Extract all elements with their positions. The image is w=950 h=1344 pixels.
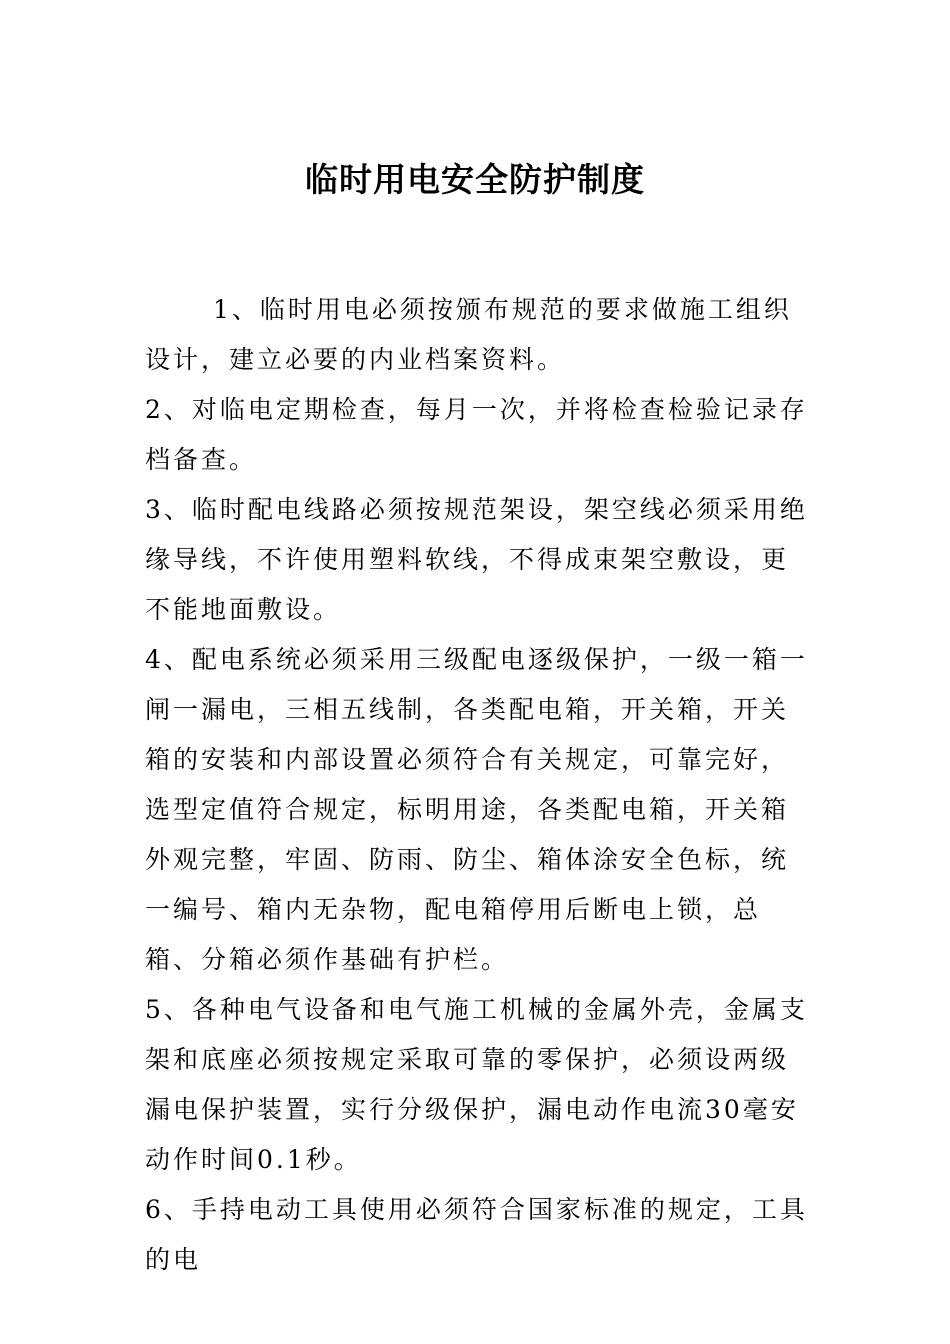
paragraph-5: 5、各种电气设备和电气施工机械的金属外壳，金属支架和底座必须按规定采取可靠的零保护，必须设两级漏电保护装置，实行分级保护，漏电动作电流30毫安动作时间0.1秒。 [145,995,808,1174]
paragraph-1: 1、临时用电必须按颁布规范的要求做施工组织设计，建立必要的内业档案资料。 [145,295,792,374]
paragraph-2: 2、对临电定期检查，每月一次，并将检查检验记录存档备查。 [145,395,808,474]
document-body [145,285,810,1285]
paragraph-4: 4、配电系统必须采用三级配电逐级保护，一级一箱一闸一漏电，三相五线制，各类配电箱，开关箱，开关箱的安装和内部设置必须符合有关规定，可靠完好，选型定值符合规定，标明用途，各类配电箱，开关箱外观完整，牢固、防雨、防尘、箱体涂安全色标，统一编号、箱内无杂物，配电箱停用后断电上锁，总箱、分箱必须作基础有护栏。 [145,645,808,974]
paragraph-6: 6、手持电动工具使用必须符合国家标准的规定，工具的电 [145,1195,808,1274]
paragraph-3: 3、临时配电线路必须按规范架设，架空线必须采用绝缘导线，不许使用塑料软线，不得成束架空敷设，更不能地面敷设。 [145,495,808,624]
document-title: 临时用电安全防护制度 [305,160,645,199]
